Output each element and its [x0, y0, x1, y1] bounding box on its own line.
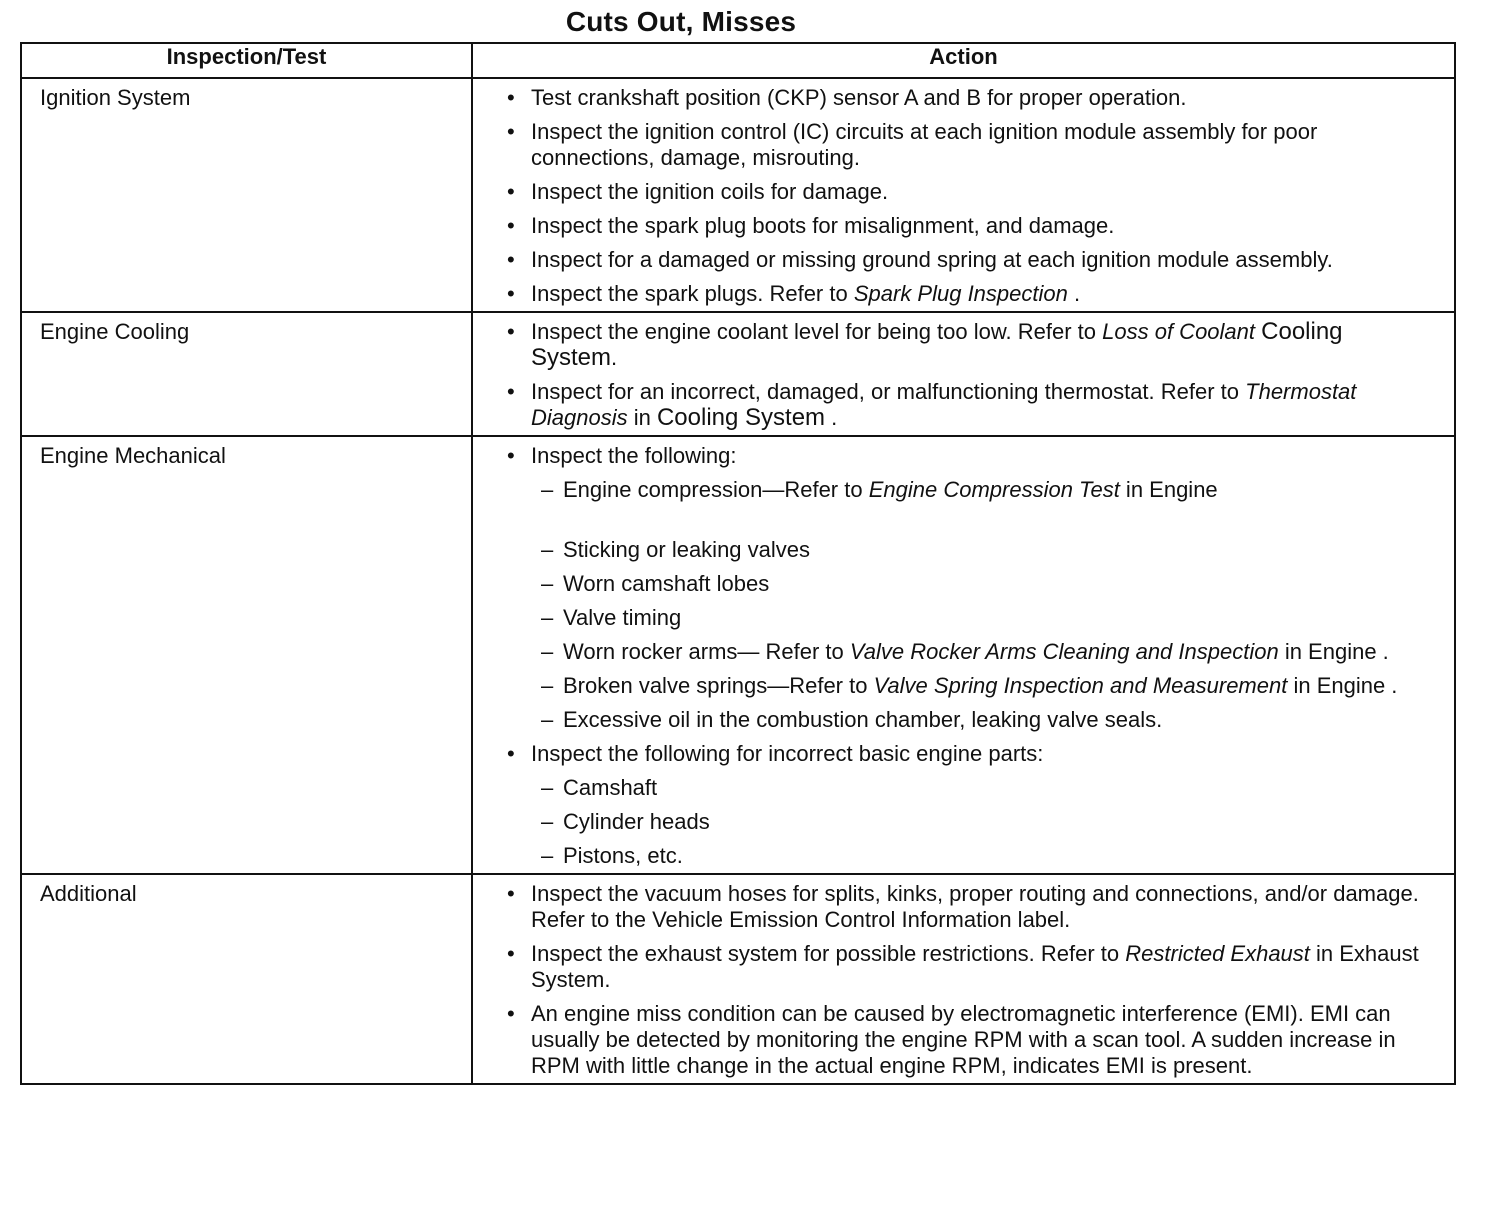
- page-title: Cuts Out, Misses: [565, 6, 797, 37]
- action-bullet: • Inspect the engine coolant level for being too low. Refer to Loss of Coolant Cooling System.: [507, 319, 1434, 371]
- action-bullet: • An engine miss condition can be caused by electromagnetic interference (EMI). EMI can usually be detected by monitoring the engine RPM with a scan tool. A sudden increase in RPM with little change in the actual engine RPM, indicates EMI is present.: [507, 1001, 1434, 1079]
- inspection-cell: Engine Cooling: [21, 312, 472, 436]
- table-header-row: [21, 43, 1455, 78]
- table-row: [21, 78, 1455, 312]
- inspection-cell: Engine Mechanical: [21, 436, 472, 874]
- action-bullet: • Inspect the vacuum hoses for splits, kinks, proper routing and connections, and/or damage. Refer to the Vehicle Emission Control Information label.: [507, 881, 1434, 933]
- action-sub-item: – Worn rocker arms— Refer to Valve Rocker Arms Cleaning and Inspection in Engine .: [541, 639, 1434, 665]
- procedure-reference: Valve Rocker Arms Cleaning and Inspection: [849, 639, 1279, 664]
- action-sub-item: – Pistons, etc.: [541, 843, 1434, 869]
- procedure-reference: Engine Compression Test: [868, 477, 1120, 502]
- action-sub-item: – Cylinder heads: [541, 809, 1434, 835]
- procedure-reference: Thermostat Diagnosis: [531, 379, 1357, 430]
- inspection-cell: Additional: [21, 874, 472, 1084]
- action-bullet: • Inspect for a damaged or missing ground spring at each ignition module assembly.: [507, 247, 1434, 273]
- action-cell: [472, 874, 1455, 1084]
- header-inspection-test: Inspection/Test: [21, 43, 472, 78]
- action-sub-item: – Sticking or leaking valves: [541, 537, 1434, 563]
- action-bullet: • Inspect the exhaust system for possible restrictions. Refer to Restricted Exhaust in Exhaust System.: [507, 941, 1434, 993]
- action-sub-item: – Broken valve springs—Refer to Valve Spring Inspection and Measurement in Engine .: [541, 673, 1434, 699]
- diagnosis-table: [20, 42, 1456, 1085]
- procedure-reference: Spark Plug Inspection: [853, 281, 1068, 306]
- procedure-reference: Loss of Coolant: [1102, 319, 1256, 344]
- action-sub-item: – Camshaft: [541, 775, 1434, 801]
- action-cell: [472, 78, 1455, 312]
- procedure-reference: Valve Spring Inspection and Measurement: [873, 673, 1288, 698]
- table-row: [21, 874, 1455, 1084]
- action-bullet: • Inspect the following for incorrect basic engine parts: – Camshaft – Cylinder heads – Pistons, etc.: [507, 741, 1434, 869]
- action-bullet: • Test crankshaft position (CKP) sensor A and B for proper operation.: [507, 85, 1434, 111]
- inspection-cell: Ignition System: [21, 78, 472, 312]
- table-row: [21, 436, 1455, 874]
- action-sub-item: – Excessive oil in the combustion chamber, leaking valve seals.: [541, 707, 1434, 733]
- action-bullet: • Inspect for an incorrect, damaged, or malfunctioning thermostat. Refer to Thermostat Diagnosis in Cooling System .: [507, 379, 1434, 431]
- action-cell: [472, 312, 1455, 436]
- action-sub-item: – Engine compression—Refer to Engine Compression Test in Engine: [541, 477, 1434, 503]
- manual-section-reference: Cooling System: [656, 404, 826, 431]
- action-bullet: • Inspect the ignition control (IC) circuits at each ignition module assembly for poor connections, damage, misrouting.: [507, 119, 1434, 171]
- action-bullet: • Inspect the ignition coils for damage.: [507, 179, 1434, 205]
- action-cell: [472, 436, 1455, 874]
- action-bullet: • Inspect the spark plug boots for misalignment, and damage.: [507, 213, 1434, 239]
- action-sub-item: – Valve timing: [541, 605, 1434, 631]
- action-bullet: • Inspect the spark plugs. Refer to Spark Plug Inspection .: [507, 281, 1434, 307]
- procedure-reference: Restricted Exhaust: [1125, 941, 1310, 966]
- header-action: Action: [472, 43, 1455, 78]
- table-row: [21, 312, 1455, 436]
- action-bullet: • Inspect the following: – Engine compression—Refer to Engine Compression Test in Engine – Sticking or leaking valves – Worn camshaft lobes – Valve timing – Worn rocker arms— Refer to Valve Rocker Arms Cleaning and Inspection in Engine . – Broken valve springs—Refer to Valve Spring Inspection and Measurement in Engine . – Excessive oil in the combustion chamber, leaking valve seals.: [507, 443, 1434, 733]
- action-sub-item: – Worn camshaft lobes: [541, 571, 1434, 597]
- manual-section-reference: Cooling System: [531, 318, 1343, 371]
